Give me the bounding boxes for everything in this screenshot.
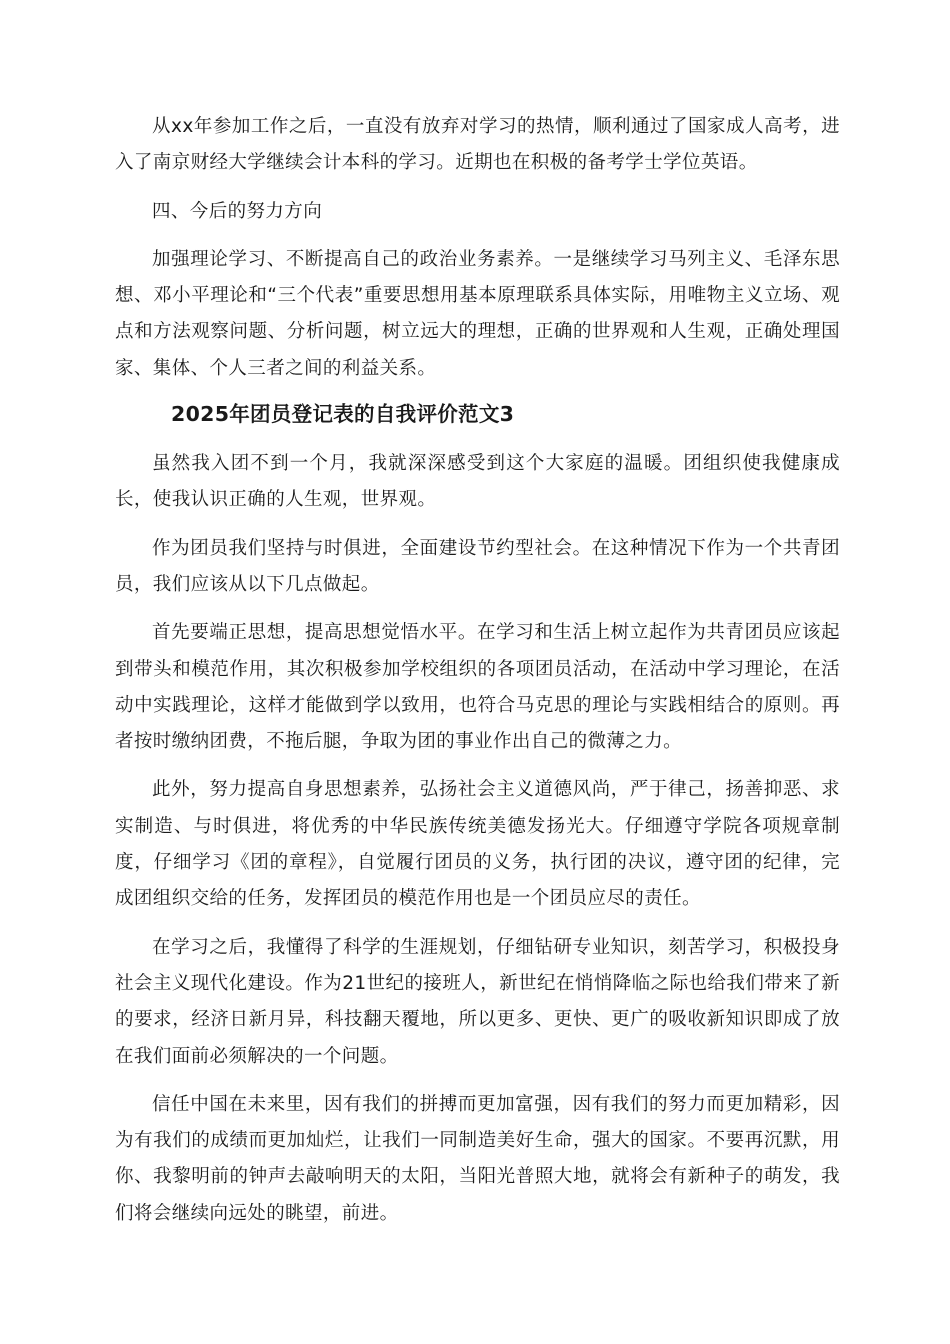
paragraph-joining-league: 虽然我入团不到一个月，我就深深感受到这个大家庭的温暖。团组织使我健康成长，使我认识正确的人生观，世界观。 <box>115 453 840 511</box>
paragraph-career-planning: 在学习之后，我懂得了科学的生涯规划，仔细钻研专业知识，刻苦学习，积极投身社会主义现代化建设。作为21世纪的接班人，新世纪在悄悄降临之际也给我们带来了新的要求，经济日新月异，科技翻天覆地，所以更多、更快、更广的吸收新知识即成了放在我们面前必须解决的一个问题。 <box>115 936 840 1067</box>
paragraph-self-improvement: 此外，努力提高自身思想素养，弘扬社会主义道德风尚，严于律己，扬善抑恶、求实制造、与时俱进，将优秀的中华民族传统美德发扬光大。仔细遵守学院各项规章制度，仔细学习《团的章程》，自觉履行团员的义务，执行团的决议，遵守团的纪律，完成团组织交给的任务，发挥团员的模范作用也是一个团员应尽的责任。 <box>115 779 840 910</box>
paragraph-study-history: 从xx年参加工作之后，一直没有放弃对学习的热情，顺利通过了国家成人高考，进入了南京财经大学继续会计本科的学习。近期也在积极的备考学士学位英语。 <box>115 116 840 174</box>
paragraph-correct-thinking: 首先要端正思想，提高思想觉悟水平。在学习和生活上树立起作为共青团员应该起到带头和模范作用，其次积极参加学校组织的各项团员活动，在活动中学习理论，在活动中实践理论，这样才能做到学以致用，也符合马克思的理论与实践相结合的原则。再者按时缴纳团费，不拖后腿，争取为团的事业作出自己的微薄之力。 <box>115 622 840 753</box>
paragraph-theory-study: 加强理论学习、不断提高自己的政治业务素养。一是继续学习马列主义、毛泽东思想、邓小平理论和“三个代表”重要思想用基本原理联系具体实际，用唯物主义立场、观点和方法观察问题、分析问题，树立远大的理想，正确的世界观和人生观，正确处理国家、集体、个人三者之间的利益关系。 <box>115 248 840 379</box>
paragraph-future-china: 信任中国在未来里，因有我们的拼搏而更加富强，因有我们的努力而更加精彩，因为有我们的成绩而更加灿烂，让我们一同制造美好生命，强大的国家。不要再沉默，用你、我黎明前的钟声去敲响明天的太阳，当阳光普照大地，就将会有新种子的萌发，我们将会继续向远处的眺望，前进。 <box>115 1093 840 1224</box>
section-title: 2025年团员登记表的自我评价范文3 <box>171 402 515 427</box>
document-body <box>115 109 840 1232</box>
paragraph-as-member: 作为团员我们坚持与时俱进，全面建设节约型社会。在这种情况下作为一个共青团员，我们应该从以下几点做起。 <box>115 537 840 595</box>
paragraph-heading-future-direction: 四、今后的努力方向 <box>152 200 323 222</box>
